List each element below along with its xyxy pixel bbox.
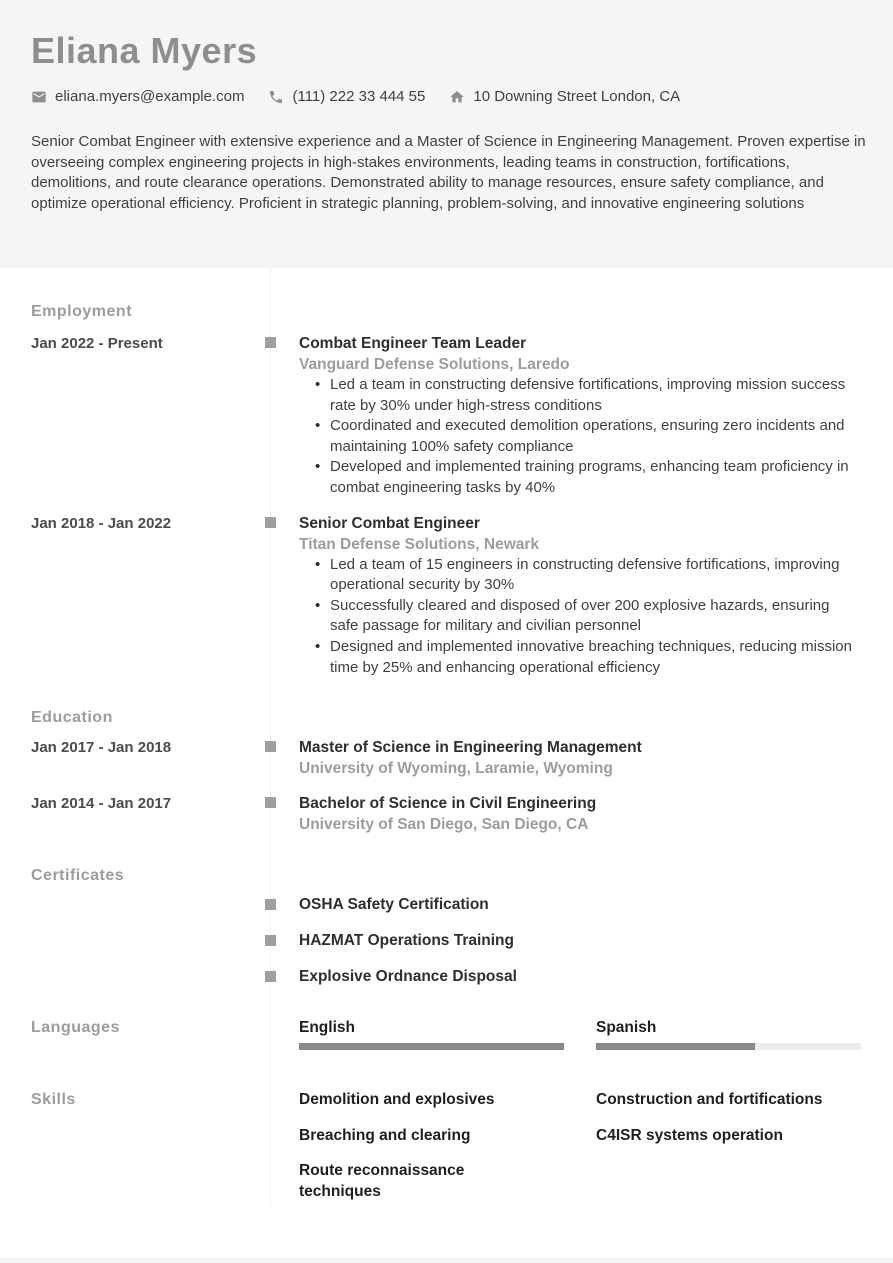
section-languages [0,1003,893,1050]
square-marker-icon [265,517,276,528]
skills-heading: Skills [31,1091,76,1109]
certificates-heading: Certificates [31,867,125,885]
language-item [596,1018,861,1050]
job-title: Senior Combat Engineer [299,514,480,532]
profile-summary: Senior Combat Engineer with extensive experience and a Master of Science in Engineering Management. Proven expertise in overseeing complex engineering projects in high-stakes environments, leading teams in construction, fortifications, demolitions, and route clearance operations. Demonstrated ability to manage resources, ensure safety compliance, and optimize operational efficiency. Proficient in strategic planning, problem-solving, and innovative engineering solutions [31,133,866,212]
education-entry [0,737,893,779]
resume-body [0,268,893,1203]
square-marker-icon [265,899,276,910]
entry-dates: Jan 2018 - Jan 2022 [31,514,172,532]
candidate-name: Eliana Myers [31,30,258,71]
job-bullet: • Led a team in constructing defensive fortifications, improving mission success rate by 30% under high-stress conditions [299,375,861,416]
entry-dates: Jan 2014 - Jan 2017 [31,795,172,813]
job-bullet: • Designed and implemented innovative breaching techniques, reducing mission time by 25% and enhancing operational efficiency [299,637,861,678]
skills-grid [299,1090,861,1202]
square-marker-icon [265,797,276,808]
education-entry [0,793,893,835]
language-name: Spanish [596,1019,657,1037]
education-heading: Education [31,709,113,727]
language-level-bar [299,1043,564,1050]
home-icon [449,89,465,105]
certificate-name: HAZMAT Operations Training [299,932,514,950]
job-bullet: • Led a team of 15 engineers in constructing defensive fortifications, improving operational security by 30% [299,555,861,596]
phone-icon [268,89,284,105]
square-marker-icon [265,741,276,752]
skill-item: C4ISR systems operation [596,1126,783,1144]
square-marker-icon [265,971,276,982]
school-name: University of Wyoming, Laramie, Wyoming [299,760,613,778]
language-level-bar [596,1043,861,1050]
language-level-fill [299,1043,564,1050]
language-name: English [299,1019,355,1037]
skill-item: Route reconnaissance techniques [299,1162,465,1200]
contact-email [31,88,244,105]
languages-heading: Languages [31,1019,120,1037]
job-bullet: • Coordinated and executed demolition operations, ensuring zero incidents and maintaining 100% safety compliance [299,416,861,457]
email-icon [31,89,47,105]
employment-entry [0,333,893,499]
degree-title: Master of Science in Engineering Management [299,739,642,757]
contact-address [449,88,680,105]
certificate-item [0,967,893,986]
certificate-name: OSHA Safety Certification [299,896,489,914]
job-bullets [299,555,861,679]
job-bullet: • Developed and implemented training programs, enhancing team proficiency in combat engineering tasks by 40% [299,457,861,498]
job-bullet: • Successfully cleared and disposed of over 200 explosive hazards, ensuring safe passage for military and civilian personnel [299,596,861,637]
skill-item: Breaching and clearing [299,1126,471,1144]
certificate-item [0,931,893,950]
school-name: University of San Diego, San Diego, CA [299,816,589,834]
job-company: Titan Defense Solutions, Newark [299,535,540,553]
address-text: 10 Downing Street London, CA [473,88,681,105]
contact-row [31,88,867,105]
job-title: Combat Engineer Team Leader [299,335,527,352]
email-text: eliana.myers@example.com [55,88,245,105]
section-employment [0,268,893,678]
square-marker-icon [265,337,276,348]
certificate-name: Explosive Ordnance Disposal [299,968,517,986]
section-certificates [0,849,893,986]
language-level-fill [596,1043,755,1050]
employment-entry [0,513,893,679]
job-company: Vanguard Defense Solutions, Laredo [299,356,570,373]
language-item [299,1018,564,1050]
entry-dates: Jan 2017 - Jan 2018 [31,739,172,757]
section-skills [0,1050,893,1202]
page-break-strip [0,1258,893,1263]
section-education [0,692,893,835]
phone-text: (111) 222 33 444 55 [292,88,426,105]
entry-dates: Jan 2022 - Present [31,335,163,352]
contact-phone [268,88,425,105]
certificate-item [0,895,893,914]
employment-heading: Employment [31,303,133,320]
skill-item: Demolition and explosives [299,1091,495,1109]
degree-title: Bachelor of Science in Civil Engineering [299,795,597,813]
job-bullets [299,375,861,499]
skill-item: Construction and fortifications [596,1091,823,1109]
square-marker-icon [265,935,276,946]
resume-header [0,0,893,268]
